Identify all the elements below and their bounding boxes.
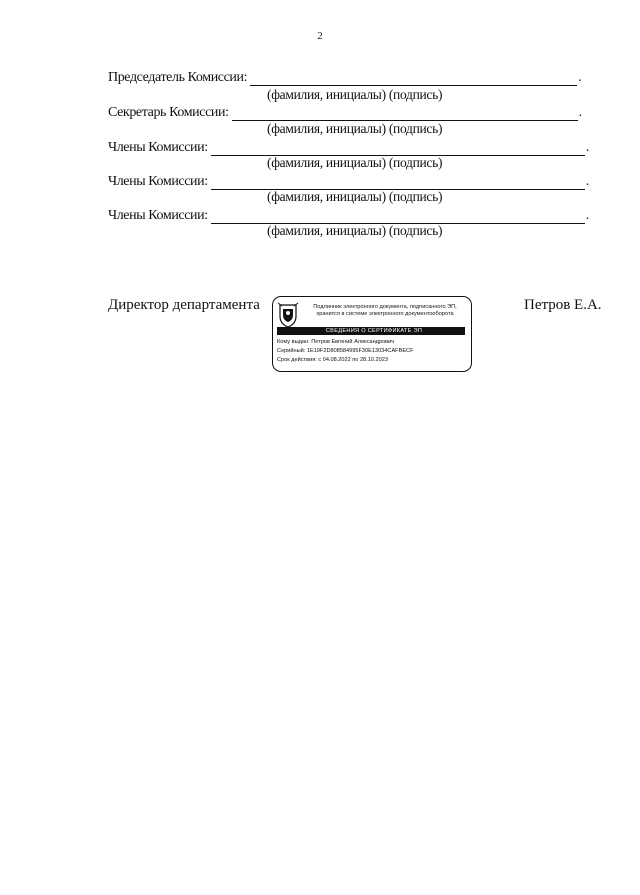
- stamp-serial: Серийный: 1E19F2D808584995F30E13034CAFBECF: [277, 348, 414, 354]
- signature-end: .: [585, 174, 589, 189]
- signature-line-member-1: [108, 136, 589, 156]
- signature-label: Секретарь Комиссии:: [108, 105, 229, 120]
- signature-rule: [211, 175, 585, 190]
- signature-caption: (фамилия, инициалы) (подпись): [267, 155, 443, 170]
- coat-of-arms-icon: [277, 302, 299, 328]
- signature-label: Члены Комиссии:: [108, 140, 208, 155]
- signature-label: Члены Комиссии:: [108, 174, 208, 189]
- signature-caption: (фамилия, инициалы) (подпись): [267, 223, 443, 238]
- stamp-certificate-bar: СВЕДЕНИЯ О СЕРТИФИКАТЕ ЭП: [277, 327, 465, 335]
- signature-rule: [211, 209, 585, 224]
- electronic-signature-stamp: [272, 296, 472, 372]
- director-name: Петров Е.А.: [524, 297, 602, 313]
- director-title: Директор департамента: [108, 297, 260, 313]
- signature-line-chairman: [108, 66, 581, 86]
- signature-rule: [232, 106, 578, 121]
- signature-end: .: [585, 208, 589, 223]
- signature-caption: (фамилия, инициалы) (подпись): [267, 87, 443, 102]
- signature-label: Председатель Комиссии:: [108, 70, 248, 85]
- signature-end: .: [585, 140, 589, 155]
- signature-end: .: [578, 105, 582, 120]
- signature-line-secretary: [108, 101, 582, 121]
- signature-end: .: [578, 70, 582, 85]
- signature-line-member-2: [108, 170, 589, 190]
- signature-label: Члены Комиссии:: [108, 208, 208, 223]
- signature-rule: [211, 141, 585, 156]
- page-number: 2: [317, 30, 323, 42]
- stamp-owner: Кому выдан: Петров Евгений Александрович: [277, 339, 395, 345]
- stamp-validity: Срок действия: с 04.08.2022 по 28.10.2023: [277, 357, 388, 363]
- signature-caption: (фамилия, инициалы) (подпись): [267, 189, 443, 204]
- signature-caption: (фамилия, инициалы) (подпись): [267, 121, 443, 136]
- signature-line-member-3: [108, 204, 589, 224]
- signature-rule: [250, 71, 577, 86]
- stamp-header: Подлинник электронного документа, подписанного ЭП, хранится в системе электронного документооборота: [313, 304, 457, 317]
